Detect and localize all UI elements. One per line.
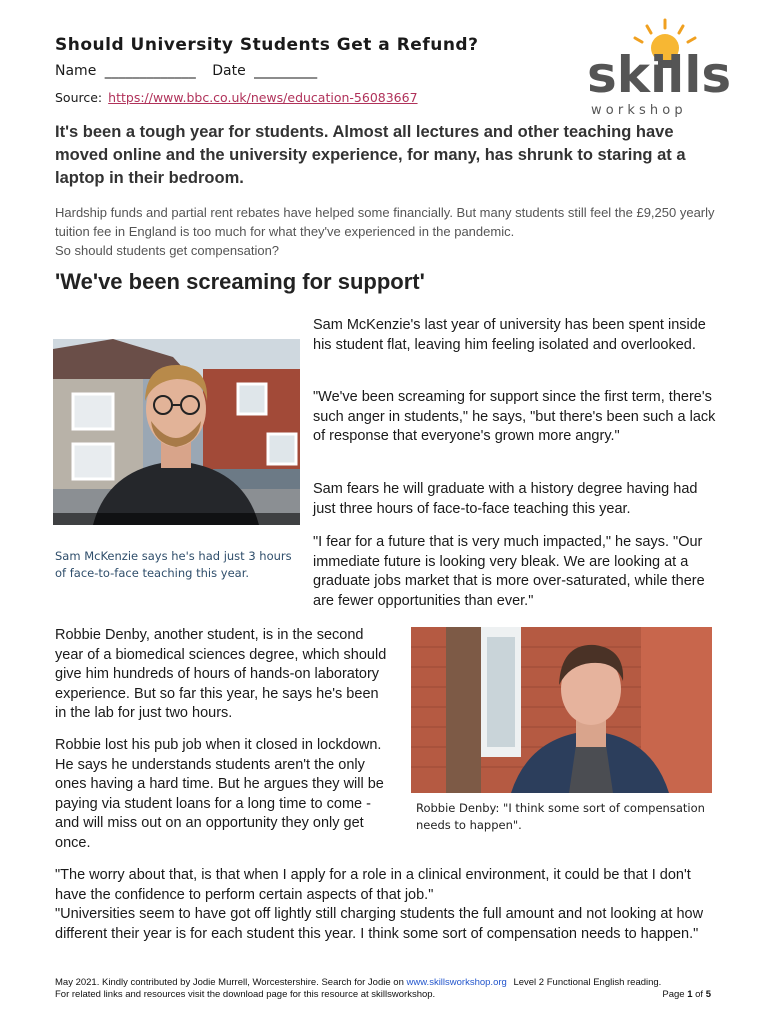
date-label: Date [212,63,246,79]
intro-text: Hardship funds and partial rent rebates have helped some financially. But many students still feel the £9,250 yearly tuition fee in England is too much for what they've experienced in the pandemic. [55,205,715,239]
source-line [55,90,418,105]
closing-quote-2: "Universities seem to have got off lightly still charging students the full amount and not looking at how different their year is for each student this year. I think some sort of compensation needs to happen." [55,906,704,942]
source-label: Source: [55,90,103,105]
name-blank[interactable]: _____________ [104,63,196,79]
page-footer [55,977,715,1001]
sam-photo-caption: Sam McKenzie says he's had just 3 hours of face-to-face teaching this year. [55,549,292,580]
closing-quotes [55,866,720,944]
robbie-paragraph-2: Robbie lost his pub job when it closed in lockdown. He says he understands students aren't the only ones having a hard time. But he argues they will be paying via student loans for a long time to come - and will miss out on an opportunity they only get once. [55,737,384,851]
date-blank[interactable]: _________ [254,63,318,79]
footer-line-1 [55,977,715,989]
footer-line-2 [55,989,711,1001]
sam-paragraph-4: "I fear for a future that is very much impacted," he says. "Our immediate future is looking very bleak. We are looking at a graduate jobs market that is more over-saturated, while there are fewer opportunities than ever." [313,534,705,609]
page-prefix: Page [662,989,685,1000]
sam-paragraph-3: Sam fears he will graduate with a history degree having had just three hours of face-to-face teaching this year. [313,481,698,517]
robbie-photo-caption: Robbie Denby: "I think some sort of compensation needs to happen". [416,801,705,832]
logo-sub: w o r k s h o p [591,103,683,118]
name-date-row [55,63,321,79]
robbie-paragraph-1: Robbie Denby, another student, is in the second year of a biomedical sciences degree, which should give him hundreds of hours of hands-on laboratory experience. But so far this year, he says he's been in the lab for just two hours. [55,627,387,721]
sam-mckenzie-photo [53,339,300,525]
page-total: 5 [705,989,711,1000]
sam-paragraph-1: Sam McKenzie's last year of university has been spent inside his student flat, leaving him feeling isolated and overlooked. [313,317,706,353]
footer-link[interactable]: www.skillsworkshop.org [406,977,507,988]
intro-question: So should students get compensation? [55,243,280,258]
footer-resources: For related links and resources visit the download page for this resource at skillsworkshop. [55,989,436,1000]
section-heading: 'We've been screaming for support' [55,269,425,294]
sam-paragraph-2: "We've been screaming for support since the first term, there's such anger in students," he says, "but there's been such a lack of response that everyone's grown more angry." [313,389,716,444]
footer-level: Level 2 Functional English reading. [513,977,662,988]
logo-word: skills [587,46,732,104]
name-label: Name [55,63,97,79]
document-title: Should University Students Get a Refund? [55,35,479,55]
footer-credit: May 2021. Kindly contributed by Jodie Murrell, Worcestershire. Search for Jodie on [55,977,404,988]
page-indicator [662,989,711,1001]
robbie-denby-photo [411,627,712,793]
lead-paragraph: It's been a tough year for students. Almost all lectures and other teaching have moved online and the university experience, for many, has shrunk to staring at a laptop in their bedroom. [55,123,686,187]
page-of: of [695,989,704,1000]
source-link[interactable]: https://www.bbc.co.uk/news/education-56083667 [108,90,418,105]
intro-paragraph [55,203,715,260]
page-number: 1 [687,989,693,1000]
closing-quote-1: "The worry about that, is that when I apply for a role in a clinical environment, it could be that I don't have the confidence to perform certain aspects of that job." [55,867,691,903]
skills-workshop-logo [585,18,745,118]
